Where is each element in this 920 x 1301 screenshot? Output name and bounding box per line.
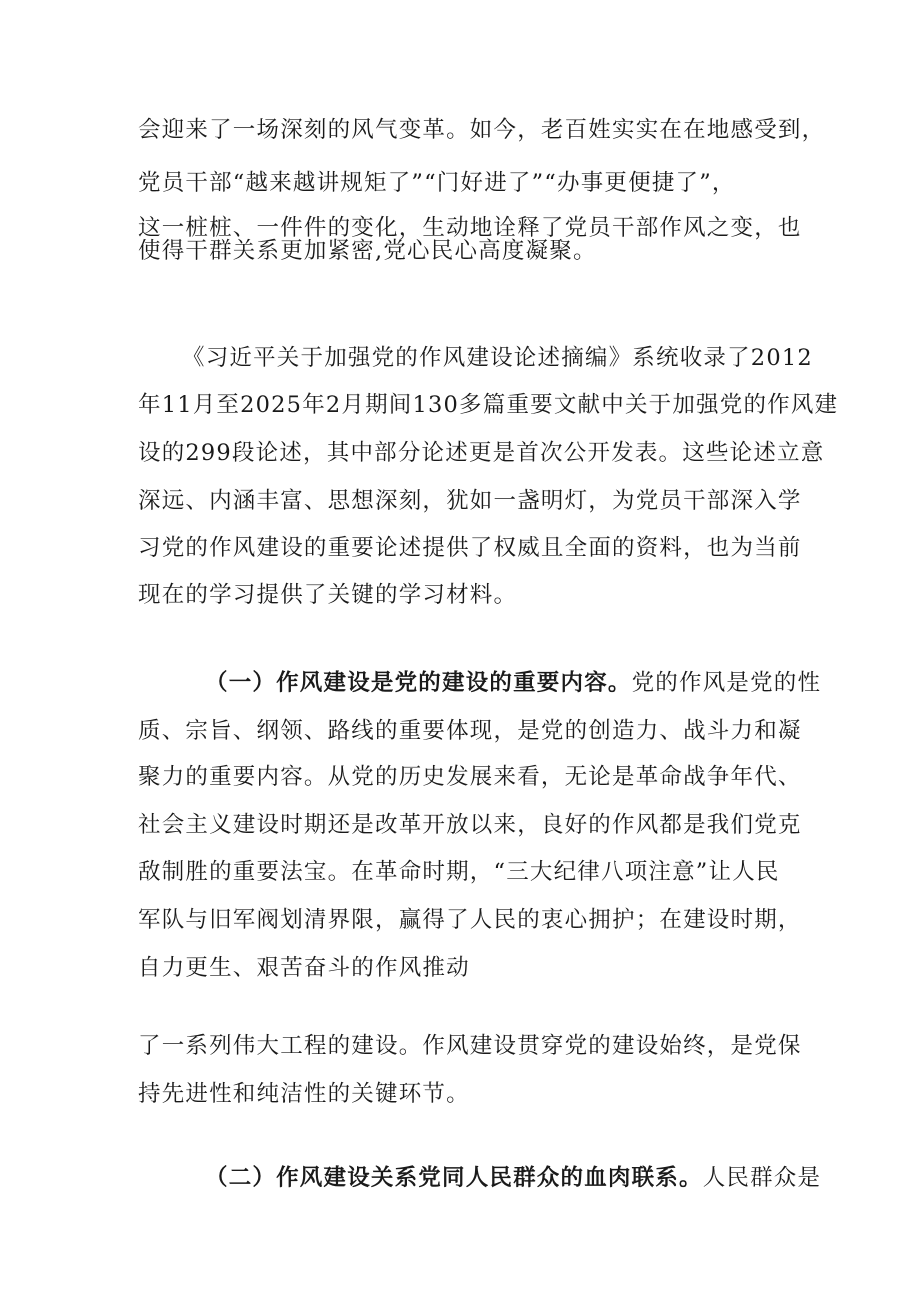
text-line: 这一桩桩、一件件的变化，生动地诠释了党员干部作风之变，也 [138,215,802,241]
text-span: 人民群众是 [702,1165,822,1191]
text-line: 设的299段论述，其中部分论述更是首次公开发表。这些论述立意 [138,440,825,466]
text-line: 军队与旧军阀划清界限，赢得了人民的衷心拥护；在建设时期， [138,907,802,933]
text-line: 年11月至2025年2月期间130多篇重要文献中关于加强党的作风建 [138,392,839,418]
text-line: 敌制胜的重要法宝。在革命时期，“三大纪律八项注意”让人民 [138,859,780,885]
section-heading-line [205,1163,821,1193]
text-line: 《习近平关于加强党的作风建设论述摘编》系统收录了2012 [182,345,813,371]
text-line: 党员干部“越来越讲规矩了”“门好进了”“办事更便捷了”， [138,170,736,196]
section-heading-line [205,668,821,698]
text-line: 聚力的重要内容。从党的历史发展来看，无论是革命战争年代、 [138,764,802,790]
text-line: 质、宗旨、纲领、路线的重要体现，是党的创造力、战斗力和凝 [138,718,802,744]
text-line: 社会主义建设时期还是改革开放以来，良好的作风都是我们党克 [138,812,802,838]
section-heading: （二）作风建设关系党同人民群众的血肉联系。 [205,1165,703,1191]
text-line: 会迎来了一场深刻的风气变革。如今，老百姓实实在在地感受到， [138,117,826,143]
text-span: 党的作风是党的性 [631,670,822,696]
text-line: 习党的作风建设的重要论述提供了权威且全面的资料，也为当前 [138,535,802,561]
text-line: 了一系列伟大工程的建设。作风建设贯穿党的建设始终，是党保 [138,1033,802,1059]
text-line: 使得干群关系更加紧密,党心民心高度凝聚。 [138,238,597,264]
section-heading: （一）作风建设是党的建设的重要内容。 [205,670,632,696]
text-line: 深远、内涵丰富、思想深刻，犹如一盏明灯，为党员干部深入学 [138,488,802,514]
text-line: 持先进性和纯洁性的关键环节。 [138,1081,470,1107]
text-line: 现在的学习提供了关键的学习材料。 [138,582,518,608]
text-line: 自力更生、艰苦奋斗的作风推动 [138,955,470,981]
